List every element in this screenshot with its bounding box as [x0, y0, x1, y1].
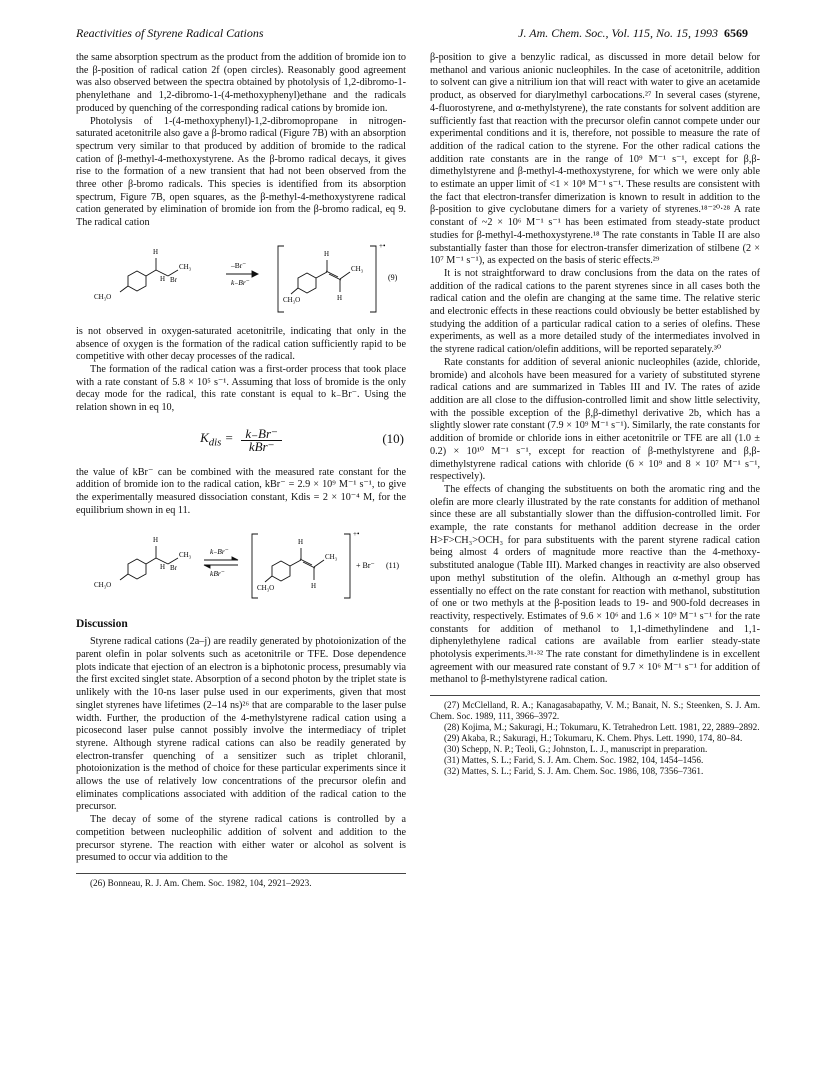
paragraph: The formation of the radical cation was a first-order process that took place with a rate constant of 5.8 × 10⁵ s⁻¹. Assuming that loss of bromide is the only decay mode for the radical, this rate constant is equal to k₋Br⁻. Using the relation shown in eq 10,: [76, 363, 406, 414]
footnote-rule: [76, 873, 406, 874]
footnote: (28) Kojima, M.; Sakuragi, H.; Tokumaru, K. Tetrahedron Lett. 1981, 22, 2889–2892.: [444, 722, 760, 733]
paragraph: Styrene radical cations (2a–j) are readily generated by photoionization of the parent olefin in polar solvents such as acetonitrile or TFE. Dose dependence plots indicate that ejection of an electron is a biphotonic process, presumably via the first excited singlet state. Absorption of a second photon by the triplet state is unlikely with the 10-ns laser pulse used in our experiments, given that most singlet styrenes have lifetimes (2–14 ns)²⁶ that are comparable to the laser pulse width. Further, the production of the 4-methylstyrene radical cation using a picosecond laser pulse cannot possibly involve the intermediacy of triplet styrene. Although styrene radical cations can also be readily generated by electron-transfer quenching of a sensitizer such as triplet chloranil, photoionization is the method of choice for these particular experiments since it allows the use of relatively low concentrations of the precursor olefin and eliminates complications associated with addition of the radical cation to the precursor.: [76, 636, 406, 813]
eq10-numerator: k₋Br⁻: [241, 428, 282, 442]
footnote: (30) Schepp, N. P.; Teoli, G.; Johnston, L. J., manuscript in preparation.: [444, 744, 708, 755]
eq10-fraction: [241, 425, 282, 455]
eq10-lhs: [200, 432, 233, 449]
footnote: (27) McClelland, R. A.; Kanagasabapathy, V. M.; Banait, N. S.; Steenken, S. J. Am. Chem. Soc. 1989, 111, 3966–3972.: [430, 700, 760, 722]
eq10-k-subscript: dis: [208, 436, 222, 449]
footnote: (29) Akaba, R.; Sakuragi, H.; Tokumaru, K. Chem. Phys. Lett. 1990, 174, 80–84.: [444, 733, 743, 744]
left-column: [76, 52, 406, 889]
eq10-denominator: kBr⁻: [248, 439, 275, 455]
eq11-reverse-rate: kBr⁻: [210, 568, 225, 578]
paragraph: It is not straightforward to draw conclusions from the data on the rates of addition of the radical cations to the parent styrenes since in all cases both the radical cation and the olefin are changing at the same time. The relative steric and electronic effects in these reactions could obviously be better established by studying the addition of a particular radical cation to a series of olefins. These experiments, as well as a more detailed study of the intermediates involved in the styrene radical cation/olefin additions, will be reported separately.³⁰: [430, 267, 760, 356]
eq9-product-ch3: CH₃: [351, 264, 364, 273]
eq10-equals: =: [221, 430, 234, 446]
eq11-ch3o: CH₃O: [94, 580, 112, 589]
eq9-number: (9): [388, 272, 398, 282]
eq10-k: K: [200, 430, 209, 446]
eq9-ch3o: CH₃O: [94, 292, 112, 301]
eq9-charge: +•: [379, 241, 386, 250]
eq9-h-beta: H: [160, 274, 166, 283]
eq11-forward-rate: k₋Br⁻: [210, 546, 229, 556]
right-column: [430, 52, 760, 777]
footnote: (32) Mattes, S. L.; Farid, S. J. Am. Chem. Soc. 1986, 108, 7356–7361.: [444, 766, 704, 777]
footnote: (26) Bonneau, R. J. Am. Chem. Soc. 1982, 104, 2921–2923.: [90, 877, 312, 888]
eq11-bromide: + Br⁻: [356, 560, 375, 570]
paragraph: the value of kBr⁻ can be combined with the measured rate constant for the addition of bromide ion to the radical cation, kBr⁻ = 2.9 × 10⁹ M⁻¹ s⁻¹, to give the experimentally measured dissociation constant, Kdis = 2 × 10⁻⁴ M, for the equilibrium shown in eq 11.: [76, 466, 406, 516]
journal-header: [518, 26, 748, 41]
eq9-ch3: CH₃: [179, 262, 192, 271]
equation-9-scheme: [76, 236, 406, 320]
footnote: (31) Mattes, S. L.; Farid, S. J. Am. Chem. Soc. 1982, 104, 1454–1456.: [444, 755, 704, 766]
eq11-product-ch3: CH₃: [325, 552, 338, 561]
equation-10: [76, 419, 406, 463]
paragraph: is not observed in oxygen-saturated acetonitrile, indicating that only in the absence of oxygen is the formation of the radical cation sufficiently rapid to be competitive with other decay processes of the radical.: [76, 325, 406, 363]
eq11-h-beta: H: [160, 562, 166, 571]
paragraph: Photolysis of 1-(4-methoxyphenyl)-1,2-dibromopropane in nitrogen-saturated acetonitrile also gave a β-bromo radical (Figure 7B) with an absorption spectrum very similar to that produced by addition of bromide to the radical cation of β-methyl-4-methoxystyrene. As the β-bromo radical decays, it gives rise to the formation of a new transient that had not been observed from the three other β-bromo radicals. This species is identified from its absorption spectrum, Figure 7B, open squares, as the β-methyl-4-methoxystyrene radical cation generated by elimination of bromide ion from the β-bromo radical, eq 9. The radical cation: [76, 115, 406, 229]
footnote-rule: [430, 695, 760, 696]
eq11-number: (11): [386, 560, 400, 570]
eq9-rate: k₋Br⁻: [231, 277, 250, 287]
eq11-charge: +•: [353, 529, 360, 538]
paragraph: β-position to give a benzylic radical, as discussed in more detail below for methanol and various anionic nucleophiles. In the case of acetonitrile, addition to solvent can give a nitrilium ion that will react with water to give an acetamide product, as observed for diarylmethyl carbocations.²⁷ In several cases (styrene, 4-fluorostyrene, and α-methylstyrene), the rate constants for solvent addition are sufficiently fast that reaction with the precursor olefin cannot compete under our experimental conditions and it is, therefore, not possible to measure the rate of addition of the radical cation to the styrene. For the other radical cations the addition rate constants are in the range of 10⁹ M⁻¹ s⁻¹, except for β,β-dimethylstyrene and β-methyl-4-methoxystyrene, for which we were only able to estimate an upper limit of <1 × 10⁸ M⁻¹ s⁻¹. These results are consistent with the fact that electron-transfer dimerization is known to result in addition to the β-position to give cyclobutane dimers for a variety of styrenes.¹⁸⁻²⁰·²⁸ A rate constant of ~2 × 10⁶ M⁻¹ s⁻¹ has been estimated from steady-state product studies for β-methyl-4-methoxystyrene.¹⁸ The rate constants in Table II are also substantially faster than those for electron-transfer dimerization of stilbene (2 × 10⁷ M⁻¹ s⁻¹), as expected on the basis of steric effects.²⁹: [430, 52, 760, 267]
eq9-product-h-top: H: [324, 249, 330, 258]
eq11-ch3: CH₃: [179, 550, 192, 559]
eq11-product-h-top: H: [298, 537, 304, 546]
journal-citation: J. Am. Chem. Soc., Vol. 115, No. 15, 1993: [518, 26, 718, 40]
eq9-product-h-bottom: H: [337, 293, 343, 302]
eq9-h-top: H: [153, 247, 159, 256]
paragraph: the same absorption spectrum as the product from the addition of bromide ion to the β-position of radical cation 2f (open circles). Reasonably good agreement was also observed between the spectra obtained by photolysis of 1,2-dibromo-1-phenylethane and 1,2-dibromo-1-(4-methoxyphenyl)ethane and the radicals produced by quenching of the corresponding radical cations by bromide ion.: [76, 52, 406, 114]
eq10-number: (10): [382, 430, 404, 446]
eq11-product-ch3o: CH₃O: [257, 583, 275, 592]
eq11-br: Br: [170, 563, 177, 572]
eq9-br: Br: [170, 275, 177, 284]
running-title: Reactivities of Styrene Radical Cations: [76, 26, 264, 40]
section-heading-discussion: Discussion: [76, 617, 128, 630]
eq11-h-top: H: [153, 535, 159, 544]
paragraph: Rate constants for addition of several anionic nucleophiles (azide, chloride, bromide) and alcohols have been measured for a variety of substituted styrene radical cations and are summarized in Tables III and IV. The rates of azide addition are all close to the diffusion-controlled limit and show little selectivity, with the possible exception of the β,β-dimethyl derivative 2b, which has a slightly slower rate constant (7.9 × 10⁹ M⁻¹ s⁻¹). Similarly, the rate constants for addition of bromide or chloride ions in either acetonitrile or TFE are all (1.0 ± 0.2) × 10¹⁰ M⁻¹ s⁻¹, except for reaction of β-methylstyrene and β,β-dimethylstyrene radical cations with chloride (6 × 10⁹ and 8 × 10⁷ M⁻¹ s⁻¹, respectively).: [430, 356, 760, 483]
eq9-reagent: –Br⁻: [231, 260, 247, 270]
page-number: 6569: [724, 26, 748, 40]
eq9-product-ch3o: CH₃O: [283, 295, 301, 304]
eq11-product-h-bottom: H: [311, 581, 317, 590]
paragraph: The decay of some of the styrene radical cations is controlled by a competition between nucleophilic addition of solvent and addition to the precursor styrene. The reaction with either water or alcohol as solvent is presumed to occur via addition to the: [76, 814, 406, 864]
paragraph: The effects of changing the substituents on both the aromatic ring and the olefin are more clearly illustrated by the rate constants for addition of methanol since these are all substantially slower than the diffusion-controlled limit. For example, the rate constants for methanol addition decrease in the order H>F>CH₃>OCH₃ for para substituents with the parent styrene radical cation being almost 4 orders of magnitude more reactive than the 4-methoxy-substituted analogue (Table III). Marked changes in reactivity are also observed upon methyl substitution of the olefin. Although an α-methyl group has essentially no effect on the rate constant for reaction with methanol, substitution of one or two methyls at the β-position leads to 19- and 900-fold decreases in reactivity, respectively. Estimates of 9.6 × 10⁶ and 1.6 × 10⁹ M⁻¹ s⁻¹ for the rate constants for addition of methanol to 1,1-dimethylindene and 1,1-diphenylethylene radical cations are available from earlier steady-state photolysis experiments.³¹·³² The rate constant for dimethylindene is in excellent agreement with our measured rate constant of 9.7 × 10⁶ M⁻¹ s⁻¹ for addition of methanol to β-methylstyrene radical cation.: [430, 483, 760, 686]
equation-11-scheme: [76, 524, 406, 604]
